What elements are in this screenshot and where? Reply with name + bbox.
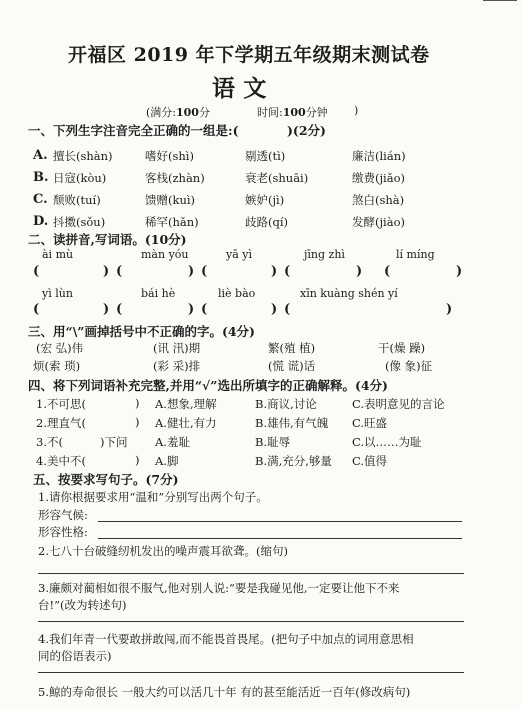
question-5-2: 2.七八十台破缝纫机发出的噪声震耳欲聋。(缩句) <box>38 544 288 558</box>
answer-box-6-close: ) <box>103 302 110 317</box>
idiom-2-end: ) <box>135 415 140 429</box>
question-5-5: 5.鲸的寿命很长 一般大约可以活几十年 有的甚至能活近一百年(修改病句) <box>38 685 411 699</box>
answer-box-4-open[interactable]: ( <box>284 264 291 279</box>
subject-title: 语 文 <box>212 75 267 102</box>
pinyin-5: lí míng <box>396 248 435 261</box>
choice-word-6[interactable]: (彩 采)排 <box>153 359 201 373</box>
option-d-4: 发酵(jiào) <box>352 215 405 229</box>
option-b-3: 衰老(shuāi) <box>245 171 309 185</box>
pinyin-1: ài mù <box>42 248 74 261</box>
option-b-2: 客栈(zhàn) <box>145 171 205 185</box>
exam-time: 时间:100分钟 <box>257 106 328 119</box>
exam-time-close: ) <box>354 104 359 117</box>
answer-box-4-close: ) <box>356 264 363 279</box>
idiom-4-start: 4.美中不( <box>36 454 86 468</box>
answer-box-5-open[interactable]: ( <box>384 264 391 279</box>
pinyin-8: liè bào <box>218 287 256 300</box>
option-d-2: 稀罕(hǎn) <box>145 215 199 229</box>
answer-box-6-open[interactable]: ( <box>33 302 40 317</box>
answer-box-2-close: ) <box>188 264 195 279</box>
idiom-3-option-c[interactable]: C.以……为耻 <box>352 435 422 449</box>
option-a-4: 廉洁(lián) <box>352 149 406 163</box>
answer-box-3-open[interactable]: ( <box>201 264 208 279</box>
question-5-3-line1: 3.廉颇对蔺相如很不服气,他对别人说:“要是我碰见他,一定要让他下不来 <box>38 581 400 595</box>
question-5-1: 1.请你根据要求用“温和”分别写出两个句子。 <box>38 490 268 504</box>
answer-box-2-open[interactable]: ( <box>116 264 123 279</box>
section-3-title: 三、用“\”画掉括号中不正确的字。(4分) <box>28 324 255 339</box>
idiom-2-option-c[interactable]: C.旺盛 <box>352 416 388 430</box>
question-5-4-line2: 同的俗语表示) <box>38 649 112 663</box>
option-a-3: 剔透(tì) <box>245 149 286 163</box>
answer-box-1-open[interactable]: ( <box>33 264 40 279</box>
answer-box-1-close: ) <box>103 264 110 279</box>
option-b-label: B. <box>33 170 49 185</box>
idiom-2-start: 2.理直气( <box>36 416 86 430</box>
option-a-1: 擅长(shàn) <box>53 149 113 163</box>
choice-word-1[interactable]: (宏 弘)伟 <box>36 341 84 355</box>
idiom-1-end: ) <box>135 396 140 410</box>
option-d-3: 歧路(qí) <box>245 215 289 229</box>
answer-box-8-open[interactable]: ( <box>201 302 208 317</box>
pinyin-2: màn yóu <box>141 248 189 261</box>
answer-box-9-close: ) <box>446 302 453 317</box>
idiom-4-option-b[interactable]: B.满,充分,够量 <box>255 454 332 468</box>
idiom-3-start: 3.不( <box>36 435 63 449</box>
full-score: (满分:100分 <box>146 106 210 119</box>
question-5-3-line2: 台!”(改为转述句) <box>38 598 127 612</box>
option-b-4: 缴费(jiǎo) <box>352 171 405 185</box>
answer-line-character[interactable] <box>98 538 462 539</box>
exam-title: 开福区 2019 年下学期五年级期末测试卷 <box>68 44 430 66</box>
section-5-title: 五、按要求写句子。(7分) <box>33 472 179 487</box>
idiom-4-end: ) <box>135 453 140 467</box>
idiom-3-option-a[interactable]: A.羞耻 <box>155 435 190 449</box>
choice-word-7[interactable]: (慌 谎)话 <box>268 359 316 373</box>
idiom-1-start: 1.不可思( <box>36 397 86 411</box>
section-2-title: 二、读拼音,写词语。(10分) <box>28 232 187 247</box>
idiom-2-option-b[interactable]: B.雄伟,有气魄 <box>255 416 329 430</box>
option-b-1: 日寇(kòu) <box>53 171 107 185</box>
pinyin-4: jīng zhì <box>304 248 345 261</box>
choice-word-3[interactable]: 繁(殖 植) <box>268 341 316 355</box>
section-4-title: 四、将下列词语补充完整,并用“√”选出所填字的正确解释。(4分) <box>28 378 388 393</box>
option-c-4: 煞白(shà) <box>352 193 405 207</box>
section-1-score: )(2分) <box>287 123 326 138</box>
idiom-4-option-a[interactable]: A.脚 <box>155 454 179 468</box>
pinyin-6: yì lùn <box>42 287 73 300</box>
answer-line-q3[interactable] <box>38 621 464 622</box>
page-edge-line <box>483 0 517 1</box>
answer-box-8-close: ) <box>271 302 278 317</box>
question-5-4-line1: 4.我们年青一代要敢拼敢闯,而不能畏首畏尾。(把句子中加点的词用意思相 <box>38 632 414 646</box>
option-a-2: 嗜好(shì) <box>145 149 194 163</box>
option-c-1: 颓败(tuí) <box>53 193 101 207</box>
option-d-label: D. <box>33 214 49 229</box>
idiom-2-option-a[interactable]: A.健壮,有力 <box>155 416 217 430</box>
idiom-3-option-b[interactable]: B.耻辱 <box>255 435 291 449</box>
answer-box-9-open[interactable]: ( <box>284 302 291 317</box>
pinyin-3: yā yì <box>226 248 253 261</box>
idiom-3-end: )下问 <box>100 435 128 449</box>
option-d-1: 抖擞(sǒu) <box>53 215 106 229</box>
choice-word-8[interactable]: (像 象)征 <box>385 359 433 373</box>
choice-word-5[interactable]: 烦(索 琐) <box>33 359 81 373</box>
section-1-title: 一、下列生字注音完全正确的一组是:( <box>28 123 239 138</box>
option-c-label: C. <box>33 192 48 207</box>
idiom-1-option-c[interactable]: C.表明意见的言论 <box>352 397 445 411</box>
pinyin-7: bái hè <box>141 287 176 300</box>
character-label: 形容性格: <box>38 525 88 539</box>
choice-word-4[interactable]: 干(燥 躁) <box>378 341 426 355</box>
answer-box-7-open[interactable]: ( <box>116 302 123 317</box>
idiom-1-option-b[interactable]: B.商议,讨论 <box>255 397 317 411</box>
answer-box-3-close: ) <box>271 264 278 279</box>
answer-line-q2[interactable] <box>38 573 464 574</box>
answer-line-q4[interactable] <box>38 672 464 673</box>
choice-word-2[interactable]: (讯 汛)期 <box>153 341 201 355</box>
answer-box-5-close: ) <box>456 264 463 279</box>
pinyin-9: xīn kuàng shén yí <box>300 287 398 300</box>
idiom-4-option-c[interactable]: C.值得 <box>352 454 388 468</box>
climate-label: 形容气候: <box>38 508 88 522</box>
option-c-3: 嫉妒(jì) <box>245 193 285 207</box>
idiom-1-option-a[interactable]: A.想象,理解 <box>155 397 217 411</box>
option-a-label: A. <box>33 148 48 163</box>
answer-box-7-close: ) <box>188 302 195 317</box>
answer-line-climate[interactable] <box>98 521 462 522</box>
option-c-2: 馈赠(kuì) <box>145 193 196 207</box>
